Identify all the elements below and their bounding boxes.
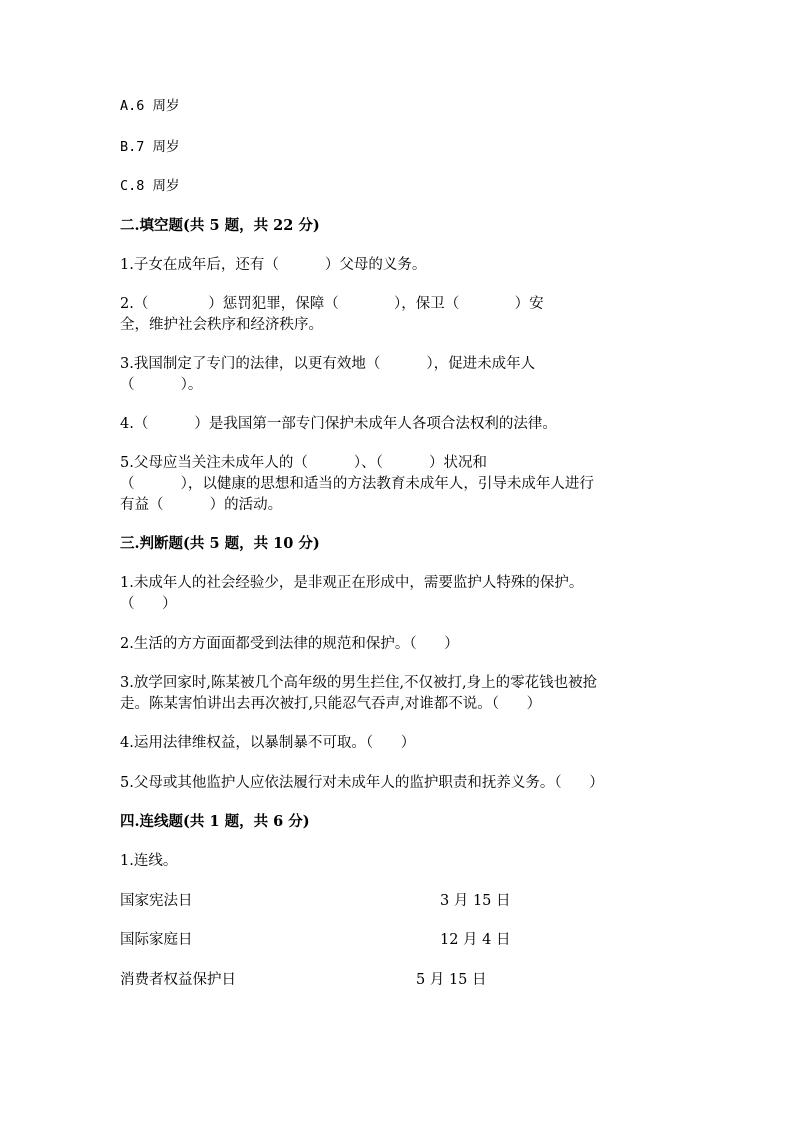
fill-question-5-line-1: 5.父母应当关注未成年人的（ ）、（ ）状况和 [120, 455, 488, 471]
option-c: C.8 周岁 [120, 178, 180, 194]
option-b: B.7 周岁 [120, 139, 180, 155]
judge-question-5: 5.父母或其他监护人应依法履行对未成年人的监护职责和抚养义务。（ ） [120, 775, 604, 791]
fill-question-5-line-2: （ ），以健康的思想和适当的方法教育未成年人，引导未成年人进行 [120, 476, 594, 492]
matching-right-item: 5 月 15 日 [416, 972, 487, 988]
fill-question-3-line-1: 3.我国制定了专门的法律，以更有效地（ ），促进未成年人 [120, 356, 536, 372]
fill-question-3-line-2: （ ）。 [120, 377, 203, 393]
section-heading-matching: 四.连线题(共 1 题，共 6 分) [120, 813, 310, 830]
judge-question-1-line-1: 1.未成年人的社会经验少，是非观正在形成中，需要监护人特殊的保护。 [120, 575, 584, 591]
matching-left-item: 消费者权益保护日 [120, 972, 236, 988]
judge-question-3-line-1: 3.放学回家时,陈某被几个高年级的男生拦住,不仅被打,身上的零花钱也被抢 [120, 675, 598, 691]
option-a: A.6 周岁 [120, 98, 180, 114]
section-heading-true-false: 三.判断题(共 5 题，共 10 分) [120, 535, 320, 552]
judge-question-2: 2.生活的方方面面都受到法律的规范和保护。（ ） [120, 636, 459, 652]
section-heading-fill-blank: 二.填空题(共 5 题，共 22 分) [120, 217, 320, 234]
matching-right-item: 3 月 15 日 [440, 893, 511, 909]
fill-question-2-line-2: 全，维护社会秩序和经济秩序。 [120, 317, 323, 333]
matching-left-item: 国际家庭日 [120, 932, 193, 948]
fill-question-5-line-3: 有益（ ）的活动。 [120, 497, 283, 513]
matching-right-item: 12 月 4 日 [440, 932, 511, 948]
judge-question-1-line-2: （ ） [120, 596, 177, 612]
judge-question-3-line-2: 走。陈某害怕讲出去再次被打,只能忍气吞声,对谁都不说。（ ） [120, 696, 542, 712]
matching-question-1: 1.连线。 [120, 853, 178, 869]
matching-left-item: 国家宪法日 [120, 893, 193, 909]
fill-question-2-line-1: 2.（ ）惩罚犯罪，保障（ ），保卫（ ）安 [120, 296, 544, 312]
fill-question-1: 1.子女在成年后，还有（ ）父母的义务。 [120, 257, 427, 273]
judge-question-4: 4.运用法律维权益，以暴制暴不可取。（ ） [120, 735, 416, 751]
fill-question-4: 4.（ ）是我国第一部专门保护未成年人各项合法权利的法律。 [120, 416, 557, 432]
